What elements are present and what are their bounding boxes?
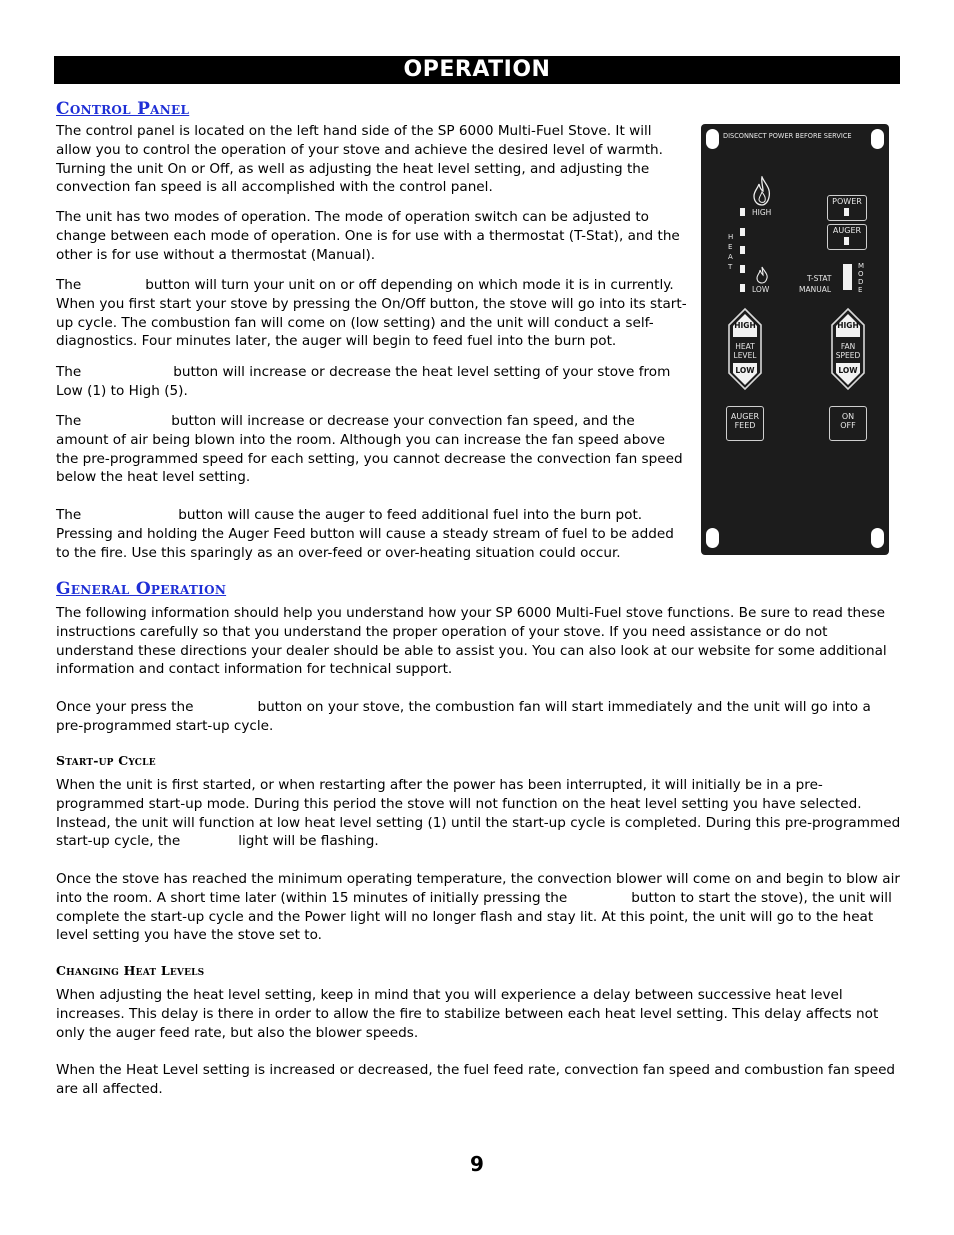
high-label: HIGH [752,208,772,217]
fan-low-label: LOW [838,366,858,375]
flame-low-icon [755,266,769,284]
mount-hole [871,129,884,149]
mount-hole [706,129,719,149]
on-off-description: button will turn your unit on or off depending on which mode it is in currently. When you first start your stove by pressing the On/Off button, the stove will go into its start-up cycle. The combustion fan will come on (low setting) and the unit will conduct a self-diagnostics. Four minutes later, the auger will begin to feed fuel into the burn pot. [56,277,687,350]
control-panel-paragraph-5 [56,412,690,487]
warning-label: DISCONNECT POWER BEFORE SERVICE [723,132,852,140]
mode-vertical-label: M O D E [858,262,865,294]
tstat-label: T-STAT [807,274,832,283]
heat-led-4 [740,228,745,236]
low-label: LOW [752,285,770,294]
start-description: button on your stove, the combustion fan will start immediately and the unit will go into a pre-programmed start-up cycle. [56,699,871,734]
text-once: Once your press the [56,699,194,715]
control-panel-paragraph-4 [56,363,690,401]
power-led [844,208,849,216]
heat-level-button[interactable] [727,307,763,391]
heat-label: HEAT [735,342,755,351]
auger-led [844,237,849,245]
control-panel-paragraph-3 [56,276,696,351]
auger-feed-button[interactable] [726,406,764,441]
heat-led-5 [740,208,745,216]
heat-level-description: button will increase or decrease the heat level setting of your stove from Low (1) to High (5). [56,364,671,399]
page-title: OPERATION [54,56,900,84]
off-label: OFF [840,421,856,430]
auger-label: AUGER [832,226,862,235]
control-panel-image [701,124,889,555]
text-the: The [56,507,82,523]
page-number: 9 [470,1152,484,1176]
level-label: LEVEL [733,351,757,360]
control-panel-paragraph-1: The control panel is located on the left hand side of the SP 6000 Multi-Fuel Stove. It will allow you to control the operation of your stove and achieve the desired level of warmth. Turning the unit On or Off, as well as adjusting the heat level setting, and adjusting the convection fan speed is all accomplished with the control panel. [56,123,663,196]
text-the: The [56,364,82,380]
mount-hole [871,528,884,548]
heat-led-1 [740,284,745,292]
control-panel-heading[interactable]: Control Panel [56,99,190,119]
mode-switch[interactable] [843,264,852,290]
flame-high-icon [751,176,773,206]
control-panel-paragraph-6 [56,506,690,562]
changing-heat-paragraph-2: When the Heat Level setting is increased or decreased, the fuel feed rate, convection fan speed and combustion fan speed are all affected. [56,1062,896,1097]
changing-heat-paragraph-1: When adjusting the heat level setting, keep in mind that you will experience a delay between successive heat level increases. This delay is there in order to allow the fire to stabilize between each heat level setting. This delay affects not only the auger feed rate, but also the blower speeds. [56,987,879,1041]
mount-hole [706,528,719,548]
general-operation-heading[interactable]: General Operation [56,579,227,599]
general-operation-paragraph-1: The following information should help you understand how your SP 6000 Multi-Fuel stove functions. Be sure to read these instructions carefully so that you understand the proper operation of your stove. If you need assistance or do not understand these directions your dealer should be able to assist you. You can also look at our website for some additional information and contact information for technical support. [56,605,887,678]
heat-led-2 [740,265,745,273]
auger-feed-label-1: AUGER [730,412,760,421]
on-label: ON [841,412,855,421]
power-label: POWER [832,197,862,206]
fan-high-label: HIGH [837,321,859,330]
startup-text-2: Once the stove has reached the minimum operating temperature, the convection blower will come on and begin to blow air into the room. A short time later (within 15 minutes of initially pressing the [56,871,900,906]
startup-cycle-paragraph-1 [56,776,901,851]
text-the: The [56,277,82,293]
fan-label: FAN [840,342,856,351]
on-off-button[interactable] [829,406,867,441]
fan-speed-button[interactable] [830,307,866,391]
auger-indicator [827,224,867,250]
auger-feed-description: button will cause the auger to feed additional fuel into the burn pot. Pressing and holding the Auger Feed button will cause a steady stream of fuel to be added to the fire. Use this sparingly as an over-feed or over-heating situation could occur. [56,507,674,561]
fan-speed-description: button will increase or decrease your convection fan speed, and the amount of air being blown into the room. Although you can increase the fan speed above the pre-programmed speed for each setting, you cannot decrease the convection fan speed below the heat level setting. [56,413,683,486]
speed-label: SPEED [835,351,861,360]
general-operation-paragraph-2 [56,698,901,736]
heat-vertical-label: H E A T [728,233,734,271]
startup-text-2-end: button to start the stove), the unit will complete the start-up cycle and the Power light will no longer flash and stay lit. At this point, the unit will go to the heat level setting you have the stove set to. [56,889,892,944]
startup-cycle-paragraph-2 [56,870,901,945]
changing-heat-heading: Changing Heat Levels [56,963,205,978]
auger-feed-label-2: FEED [734,421,756,430]
manual-label: MANUAL [799,285,832,294]
heat-low-label: LOW [735,366,755,375]
startup-text-end: light will be flashing. [238,833,379,850]
text-the: The [56,413,82,429]
control-panel-paragraph-2: The unit has two modes of operation. The mode of operation switch can be adjusted to change between each mode of operation. One is for use with a thermostat (T-Stat), and the other is for use without a thermostat (Manual). [56,209,680,263]
heat-led-3 [740,246,745,254]
startup-cycle-heading: Start-up Cycle [56,753,156,768]
heat-high-label: HIGH [734,321,756,330]
power-indicator [827,195,867,221]
startup-text: When the unit is first started, or when restarting after the power has been interrupted, it will initially be in a pre-programmed start-up mode. During this period the stove will not function on the heat level setting you have selected. Instead, the unit will function at low heat level setting (1) until the start-up cycle is completed. During this pre-programmed start-up cycle, the [56,777,901,850]
